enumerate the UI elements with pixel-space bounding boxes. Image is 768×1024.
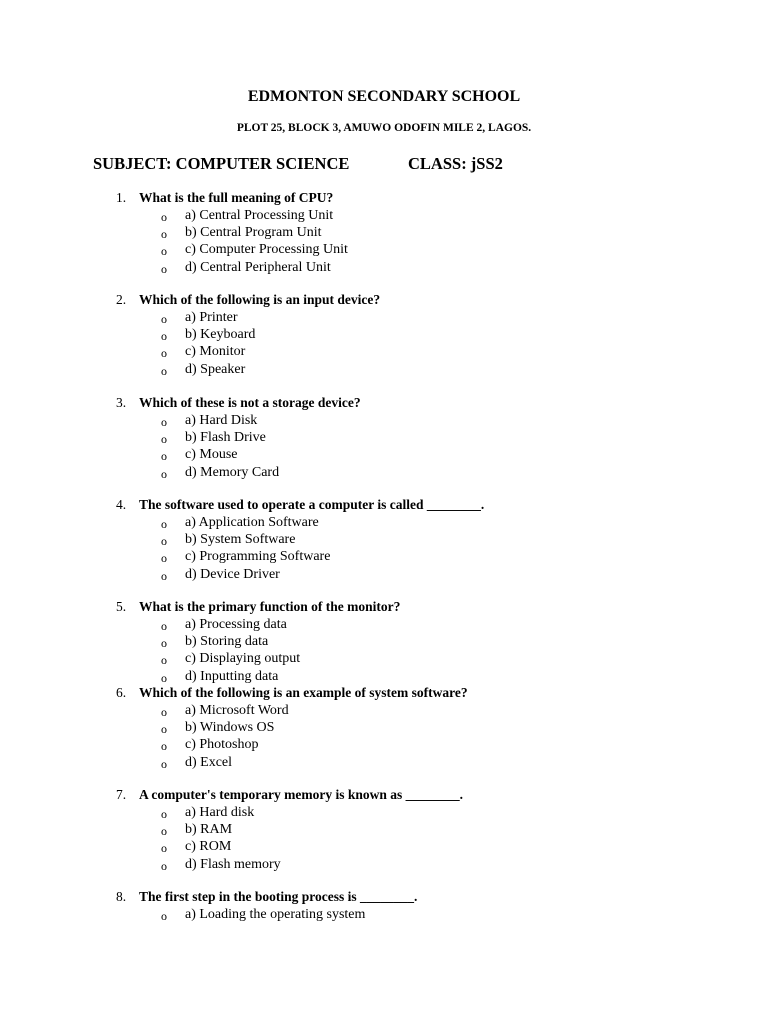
bullet-icon: o (161, 346, 167, 361)
bullet-icon: o (161, 756, 167, 771)
question-heading (0, 497, 768, 515)
question-1 (0, 190, 768, 277)
answer-option (0, 634, 768, 651)
bullet-icon: o (161, 517, 167, 531)
bullet-icon: o (161, 261, 167, 276)
question-number: 8. (116, 889, 127, 904)
question-heading (0, 787, 768, 805)
answer-option (0, 703, 768, 720)
option-text: c) Photoshop (185, 737, 259, 753)
bullet-icon: o (161, 466, 167, 481)
question-text: What is the full meaning of CPU? (139, 190, 334, 205)
question-number: 5. (116, 599, 127, 614)
option-text: b) Keyboard (185, 327, 256, 343)
question-number: 7. (116, 787, 127, 802)
bullet-icon: o (161, 653, 167, 668)
bullet-icon: o (161, 636, 167, 651)
bullet-icon: o (161, 841, 167, 856)
question-number: 6. (116, 685, 127, 700)
option-text: d) Device Driver (185, 566, 280, 582)
option-text: d) Speaker (185, 361, 246, 377)
bullet-icon: o (161, 909, 167, 923)
answer-option (0, 327, 768, 344)
question-heading (0, 395, 768, 413)
answer-option (0, 669, 768, 686)
answer-option (0, 362, 768, 379)
option-text: a) Central Processing Unit (185, 208, 334, 223)
option-text: b) System Software (185, 532, 296, 548)
answer-option (0, 344, 768, 361)
bullet-icon: o (161, 312, 167, 326)
bullet-icon: o (161, 415, 167, 429)
bullet-icon: o (161, 619, 167, 633)
option-text: c) Programming Software (185, 549, 331, 565)
bullet-icon: o (161, 722, 167, 737)
bullet-icon: o (161, 329, 167, 344)
bullet-icon: o (161, 432, 167, 447)
answer-option (0, 465, 768, 482)
answer-option (0, 857, 768, 874)
question-8 (0, 889, 768, 924)
question-heading (0, 599, 768, 617)
option-text: c) Monitor (185, 344, 246, 360)
option-text: b) Windows OS (185, 720, 275, 736)
bullet-icon: o (161, 227, 167, 242)
question-2 (0, 292, 768, 379)
answer-option (0, 430, 768, 447)
school-name: EDMONTON SECONDARY SCHOOL (247, 88, 521, 105)
bullet-icon: o (161, 449, 167, 464)
answer-option (0, 755, 768, 772)
question-text: What is the primary function of the monitor? (139, 599, 401, 614)
option-text: b) Central Program Unit (185, 225, 322, 241)
answer-option (0, 532, 768, 549)
bullet-icon: o (161, 858, 167, 873)
answer-option (0, 839, 768, 856)
question-3 (0, 395, 768, 482)
option-text: d) Memory Card (185, 464, 280, 480)
bullet-icon: o (161, 739, 167, 754)
bullet-icon: o (161, 568, 167, 583)
question-text: Which of the following is an input device? (139, 292, 381, 307)
question-number: 3. (116, 395, 127, 410)
question-number: 4. (116, 497, 127, 512)
option-text: a) Printer (185, 310, 238, 325)
bullet-icon: o (161, 670, 167, 685)
question-text: A computer's temporary memory is known as ________. (139, 787, 463, 802)
question-heading (0, 190, 768, 208)
option-text: a) Processing data (185, 617, 287, 632)
bullet-icon: o (161, 824, 167, 839)
school-address: PLOT 25, BLOCK 3, AMUWO ODOFIN MILE 2, LAGOS. (236, 122, 532, 134)
answer-option (0, 617, 768, 634)
answer-option (0, 720, 768, 737)
bullet-icon: o (161, 244, 167, 259)
option-text: a) Hard disk (185, 805, 255, 820)
question-text: Which of the following is an example of system software? (139, 685, 468, 700)
bullet-icon: o (161, 807, 167, 821)
option-text: d) Flash memory (185, 856, 281, 872)
question-number: 2. (116, 292, 127, 307)
option-text: d) Central Peripheral Unit (185, 259, 331, 275)
answer-option (0, 805, 768, 822)
answer-option (0, 208, 768, 225)
answer-option (0, 310, 768, 327)
question-6 (0, 685, 768, 772)
question-number: 1. (116, 190, 127, 205)
bullet-icon: o (161, 705, 167, 719)
option-text: c) ROM (185, 839, 232, 855)
question-text: Which of these is not a storage device? (139, 395, 361, 410)
bullet-icon: o (161, 551, 167, 566)
question-text: The software used to operate a computer is called ________. (139, 497, 485, 512)
option-text: d) Inputting data (185, 668, 279, 684)
class-label: CLASS: jSS2 (408, 154, 503, 173)
question-heading (0, 685, 768, 703)
question-text: The first step in the booting process is ________. (139, 889, 418, 904)
answer-option (0, 907, 768, 924)
option-text: d) Excel (185, 754, 233, 770)
option-text: b) RAM (185, 822, 233, 838)
answer-option (0, 651, 768, 668)
question-7 (0, 787, 768, 874)
question-4 (0, 497, 768, 584)
answer-option (0, 737, 768, 754)
bullet-icon: o (161, 534, 167, 549)
subject-label: SUBJECT: COMPUTER SCIENCE (93, 154, 350, 173)
answer-option (0, 515, 768, 532)
option-text: b) Flash Drive (185, 430, 266, 446)
answer-option (0, 447, 768, 464)
option-text: a) Application Software (185, 515, 319, 530)
option-text: c) Displaying output (185, 651, 301, 667)
answer-option (0, 549, 768, 566)
answer-option (0, 413, 768, 430)
option-text: b) Storing data (185, 634, 269, 650)
option-text: c) Computer Processing Unit (185, 242, 348, 258)
answer-option (0, 260, 768, 277)
option-text: a) Hard Disk (185, 413, 258, 428)
answer-option (0, 225, 768, 242)
option-text: a) Loading the operating system (185, 907, 366, 922)
answer-option (0, 822, 768, 839)
answer-option (0, 242, 768, 259)
question-5 (0, 599, 768, 686)
bullet-icon: o (161, 363, 167, 378)
option-text: a) Microsoft Word (185, 703, 289, 718)
answer-option (0, 567, 768, 584)
question-heading (0, 292, 768, 310)
option-text: c) Mouse (185, 447, 238, 463)
question-heading (0, 889, 768, 907)
bullet-icon: o (161, 210, 167, 224)
